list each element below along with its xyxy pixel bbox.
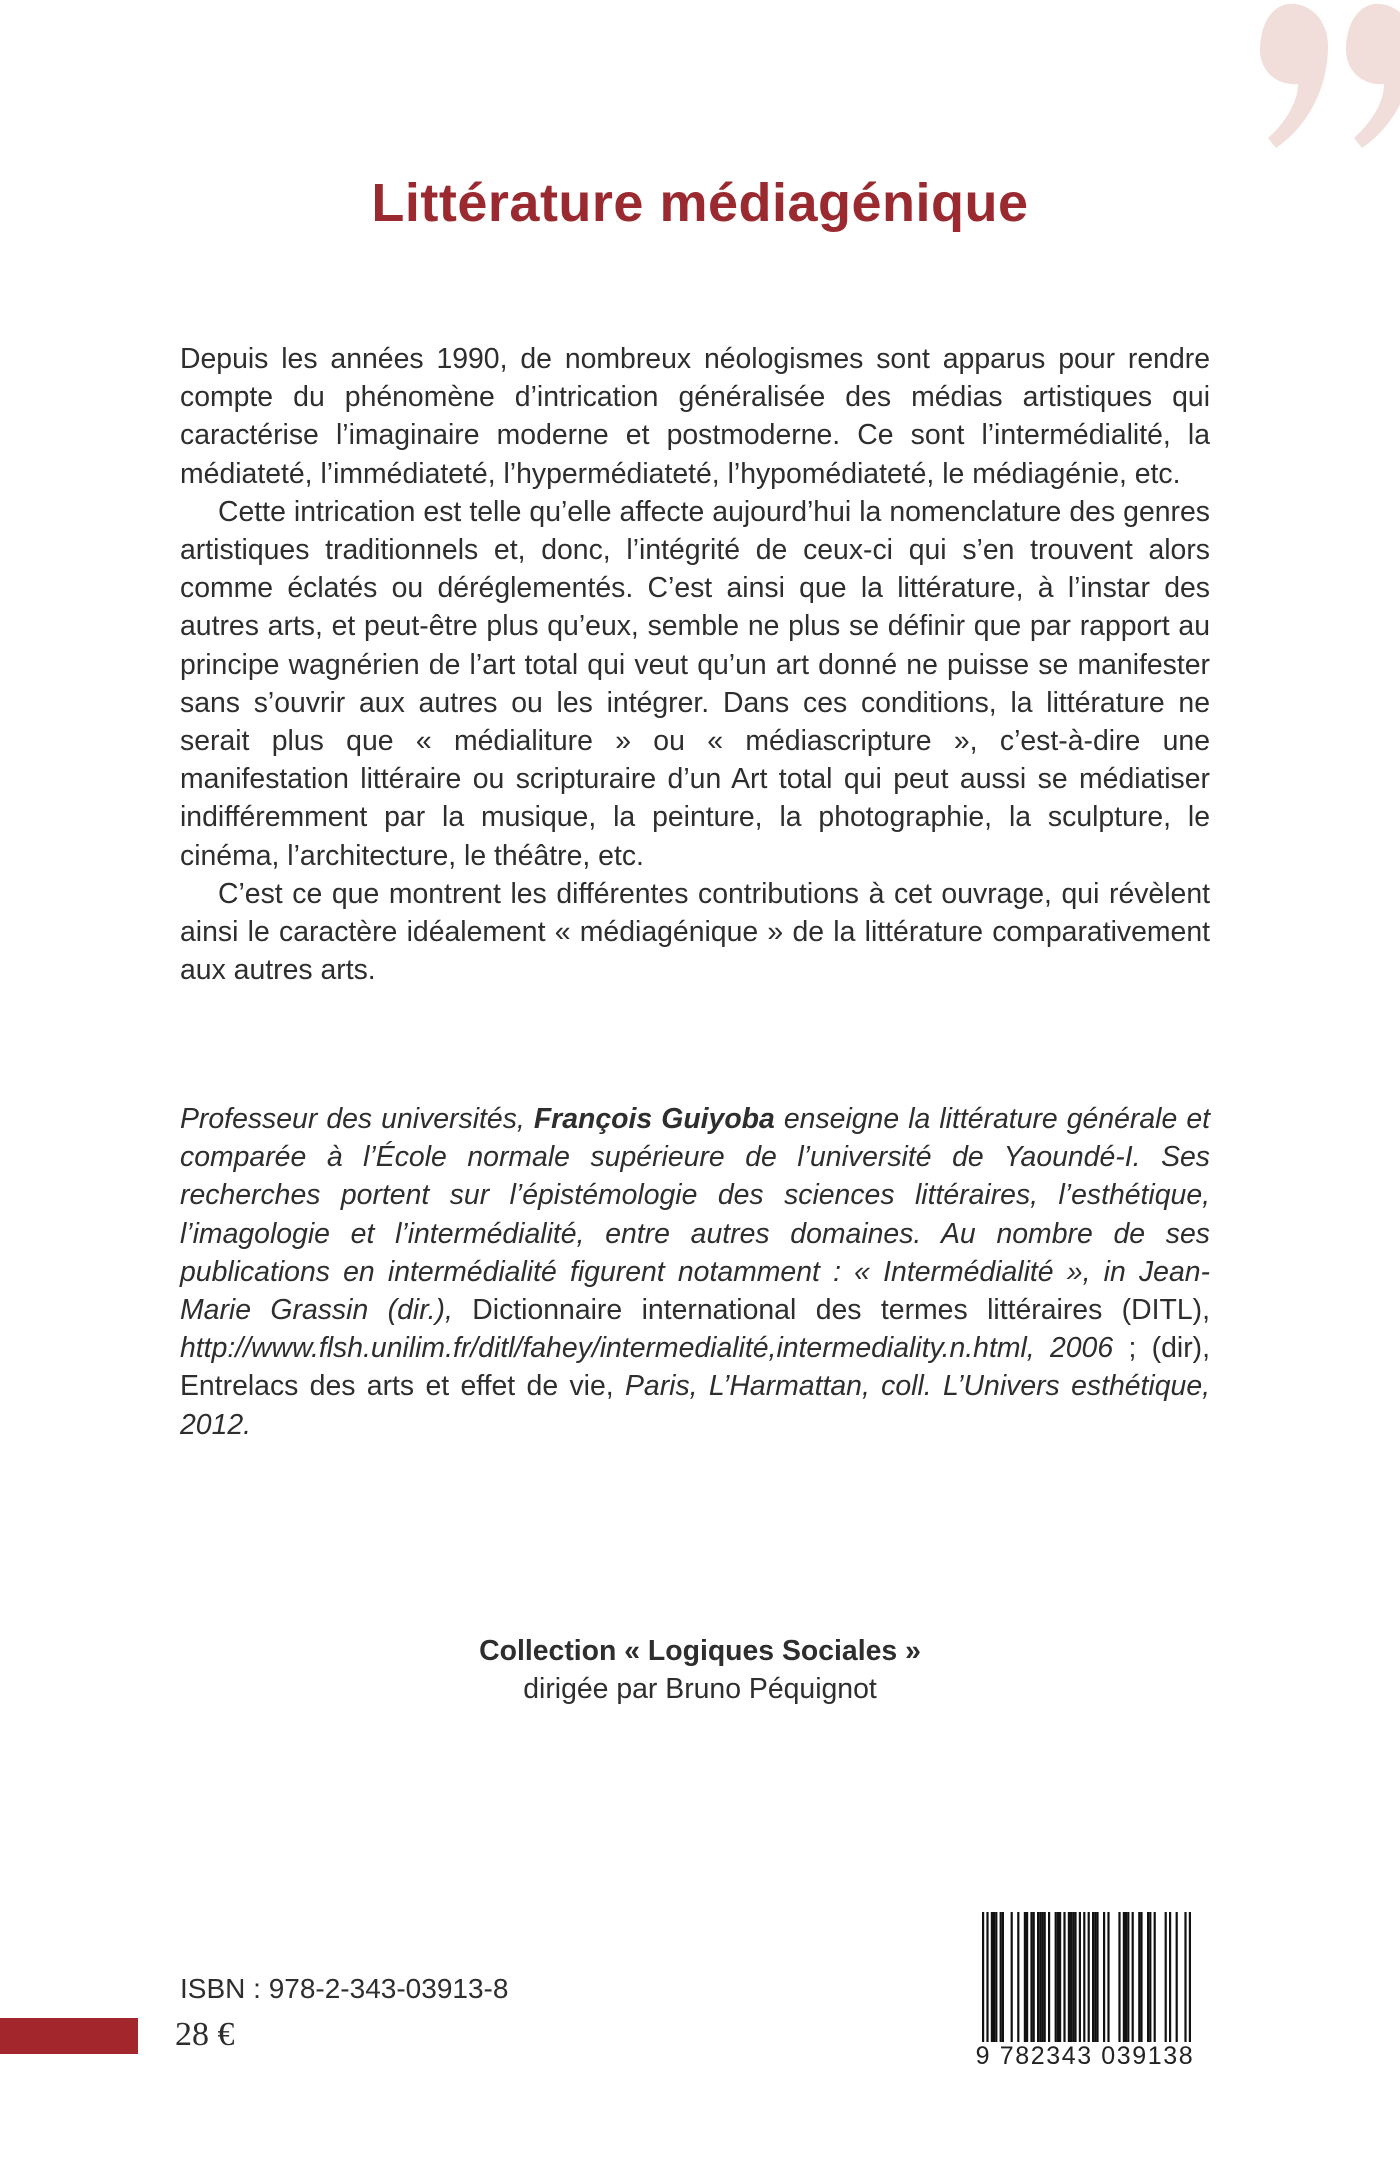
barcode-bar [1059, 1912, 1061, 2060]
summary-paragraph-1: Depuis les années 1990, de nombreux néologismes sont apparus pour rendre compte du phénomène d’intrication généralisée des médias artistiques qui caractérise l’imaginaire moderne et postmoderne. Ce sont l’intermédialité, la médiateté, l’immédiateté, l’hypermédiateté, l’hypomédiateté, le médiagénie, etc. [180, 343, 1210, 490]
bio-segment-6: Paris, L’Harmattan, coll. L’Univers esthétique, 2012. [180, 1370, 1210, 1441]
barcode-bar [1063, 1912, 1065, 2060]
barcode-bar [1092, 1912, 1094, 2060]
bio-segment-5: ; (dir), Entrelacs des arts et effet de vie, [180, 1332, 1210, 1403]
barcode-bar [1118, 1912, 1120, 2060]
barcode-bar [1123, 1912, 1125, 2060]
barcode-bar [1030, 1912, 1032, 2060]
bio-url: http://www.flsh.unilim.fr/ditl/fahey/intermedialité,intermediality.n.html, 2006 [180, 1332, 1114, 1365]
barcode-bar [1057, 1912, 1059, 2060]
barcode-bar [1096, 1912, 1098, 2060]
summary-paragraph-3: C’est ce que montrent les différentes contributions à cet ouvrage, qui révèlent ainsi le caractère idéalement « médiagénique » de la littérature comparativement aux autres arts. [180, 877, 1210, 987]
author-bio [180, 1100, 1210, 1444]
barcode-bar [1169, 1912, 1171, 2060]
barcode-bar [1154, 1912, 1156, 2060]
barcode-bar [993, 1912, 995, 2060]
barcode-bar [1079, 1912, 1081, 2060]
closing-quote-icon [1160, 0, 1400, 160]
barcode-bar [1070, 1912, 1072, 2060]
collection-director: dirigée par Bruno Péquignot [523, 1673, 877, 1705]
barcode-bar [1041, 1912, 1043, 2060]
bio-segment-3: Dictionnaire international des termes littéraires (DITL), [452, 1294, 1211, 1327]
barcode-bar [1184, 1912, 1186, 2060]
barcode-bar [1103, 1912, 1105, 2060]
barcode-bar [1107, 1912, 1109, 2060]
barcode-bar [1138, 1912, 1140, 2060]
barcode-bar [1017, 1912, 1019, 2060]
barcode-bar [991, 1912, 993, 2060]
barcode-bar [1055, 1912, 1057, 2060]
barcode-bar [1044, 1912, 1046, 2060]
barcode-bar [1088, 1912, 1090, 2060]
barcode-bar [1068, 1912, 1070, 2060]
book-title: Littérature médiagénique [371, 173, 1029, 233]
barcode-bar [1083, 1912, 1085, 2060]
barcode-bar [1037, 1912, 1039, 2060]
collection-info [0, 1632, 1400, 1708]
price: 28 € [175, 2016, 235, 2053]
barcode-bar [1094, 1912, 1096, 2060]
bio-segment-2: enseigne la littérature générale et comparée à l’École normale supérieure de l’université de Yaoundé-I. Ses recherches portent sur l’épistémologie des sciences littéraires, l’esthétique, l’imagologie et l’intermédialité, entre autres domaines. Au nombre de ses publications en intermédialité figurent notamment : « Intermédialité », in Jean-Marie Grassin (dir.), [180, 1103, 1211, 1327]
barcode-bar [1074, 1912, 1076, 2060]
isbn: ISBN : 978-2-343-03913-8 [180, 1973, 509, 2004]
barcode-bar [982, 1912, 984, 2060]
barcode-bar [1127, 1912, 1129, 2060]
barcode-bar [1149, 1912, 1151, 2060]
barcode-bar [1000, 1912, 1002, 2060]
author-name: François Guiyoba [533, 1103, 775, 1135]
barcode-bar [1048, 1912, 1050, 2060]
barcode-bar [1024, 1912, 1026, 2060]
book-summary [180, 340, 1210, 989]
barcode-bar [1039, 1912, 1041, 2060]
barcode-bar [1176, 1912, 1178, 2060]
barcode-bar [1002, 1912, 1004, 2060]
barcode-bar [1132, 1912, 1134, 2060]
barcode-bar [986, 1912, 988, 2060]
collection-title: Collection « Logiques Sociales » [479, 1635, 921, 1667]
bio-segment-1: Professeur des universités, [180, 1103, 534, 1135]
barcode-bar [995, 1912, 997, 2060]
summary-paragraph-2: Cette intrication est telle qu’elle affecte aujourd’hui la nomenclature des genres artistiques traditionnels et, donc, l’intégrité de ceux-ci qui s’en trouvent alors comme éclatés ou déréglementés. C’est ainsi que la littérature, à l’instar des autres arts, et peut-être plus qu’eux, semble ne plus se définir que par rapport au principe wagnérien de l’art total qui veut qu’un art donné ne puisse se manifester sans s’ouvrir aux autres ou les intégrer. Dans ces conditions, la littérature ne serait plus que « médialiture » ou « médiascripture », c’est-à-dire une manifestation littéraire ou scripturaire d’un Art total qui peut aussi se médiatiser indifféremment par la musique, la peinture, la photographie, la sculpture, le cinéma, l’architecture, le théâtre, etc. [180, 495, 1210, 872]
barcode-bar [1026, 1912, 1028, 2060]
barcode-number: 9 782343 039138 [960, 2042, 1210, 2071]
barcode-bar [1165, 1912, 1167, 2060]
price-accent-bar [0, 2018, 138, 2054]
barcode-bar [1033, 1912, 1035, 2060]
barcode-bar [1072, 1912, 1074, 2060]
barcode-bar [1125, 1912, 1127, 2060]
barcode-bar [1011, 1912, 1013, 2060]
barcode-bar [1147, 1912, 1149, 2060]
barcode-bar [1140, 1912, 1142, 2060]
barcode-bar [1189, 1912, 1191, 2060]
